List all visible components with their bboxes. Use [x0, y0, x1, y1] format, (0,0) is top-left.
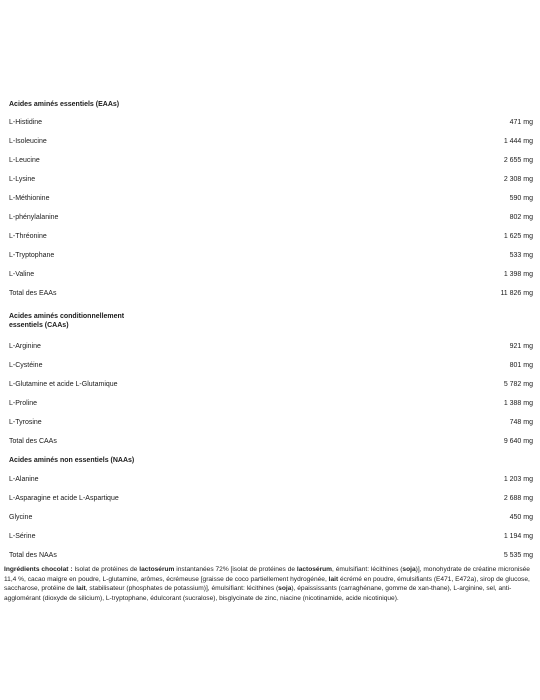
- total-value: 9 640 mg: [503, 438, 533, 445]
- ingredient-allergen: lactosérum: [139, 566, 175, 573]
- table-row: [9, 470, 534, 489]
- amino-name: L-Leucine: [9, 157, 40, 164]
- amino-name: L-Asparagine et acide L-Aspartique: [9, 495, 119, 502]
- table-row: [9, 227, 534, 246]
- amino-value: 801 mg: [509, 362, 533, 369]
- amino-name: Glycine: [9, 514, 33, 521]
- table-row: [9, 337, 534, 356]
- table-row: [9, 527, 534, 546]
- total-value: 5 535 mg: [503, 552, 533, 559]
- section-header-eaas: [9, 96, 534, 113]
- table-row: [9, 170, 534, 189]
- ingredient-allergen: soja: [402, 566, 416, 573]
- table-row: [9, 132, 534, 151]
- table-row: [9, 246, 534, 265]
- section-header-caas: [9, 303, 534, 337]
- amino-name: L-Sérine: [9, 533, 36, 540]
- ingredients-paragraph: [4, 565, 534, 603]
- total-label: Total des CAAs: [9, 438, 57, 445]
- amino-name: L-Alanine: [9, 476, 39, 483]
- ingredient-segment: écrémé en poudre, émulsifiants (E471, E472a), sirop de glucose, saccharose, protéine de: [4, 575, 530, 592]
- section-title-line2: essentiels (CAAs): [9, 322, 69, 329]
- amino-value: 533 mg: [509, 252, 533, 259]
- table-row: [9, 413, 534, 432]
- table-row: [9, 113, 534, 132]
- ingredient-allergen: lactosérum: [296, 566, 333, 573]
- amino-name: L-Arginine: [9, 343, 41, 350]
- ingredient-allergen: soja: [278, 585, 292, 592]
- amino-value: 921 mg: [509, 343, 533, 350]
- ingredient-segment: Ingrédients chocolat :: [4, 566, 73, 573]
- table-row: [9, 508, 534, 527]
- section-header-naas: [9, 451, 534, 470]
- amino-name: L-phénylalanine: [9, 214, 59, 221]
- ingredient-segment: ), épaississants (carraghénane, gomme de xan-thane), L-arginine, sel, anti-agglomérant (dioxyde de silicium), L-tryptophane, édulcorant (sucralose), bisglycinate de zinc, niacine (nicotinamide, acide nicotinique).: [4, 585, 512, 602]
- ingredient-allergen: lait: [328, 575, 339, 583]
- amino-value: 590 mg: [509, 195, 533, 202]
- amino-name: L-Proline: [9, 400, 38, 407]
- total-row: [9, 284, 534, 303]
- ingredient-segment: , stabilisateur (phosphates de potassium)], émulsifiant: lécithines (: [85, 585, 279, 592]
- ingredient-segment: , émulsifiant: lécithines (: [332, 566, 403, 573]
- amino-value: 748 mg: [509, 419, 533, 426]
- amino-value: 1 194 mg: [503, 533, 533, 540]
- amino-value: 1 203 mg: [503, 476, 533, 483]
- amino-acid-table: [9, 96, 534, 565]
- amino-name: L-Lysine: [9, 176, 36, 183]
- amino-value: 1 625 mg: [503, 233, 533, 240]
- total-value: 11 826 mg: [500, 290, 533, 297]
- ingredient-segment: )], monohydrate de créatine micronisée 11,4 %, cacao maigre en poudre, L-glutamine, arômes, écrémeuse [graisse de coco partiellement hydrogénée,: [4, 566, 530, 583]
- total-row: [9, 546, 534, 565]
- table-row: [9, 189, 534, 208]
- amino-value: 450 mg: [509, 514, 533, 521]
- amino-name: L-Isoleucine: [9, 138, 47, 145]
- amino-value: 1 398 mg: [503, 271, 533, 278]
- table-row: [9, 151, 534, 170]
- amino-value: 5 782 mg: [503, 381, 533, 388]
- total-label: Total des EAAs: [9, 290, 57, 297]
- amino-name: L-Thréonine: [9, 233, 47, 240]
- amino-value: 802 mg: [509, 214, 533, 221]
- amino-name: L-Glutamine et acide L-Glutamique: [9, 381, 118, 388]
- table-row: [9, 489, 534, 508]
- table-row: [9, 375, 534, 394]
- amino-value: 2 688 mg: [503, 495, 533, 502]
- total-row: [9, 432, 534, 451]
- amino-name: L-Valine: [9, 271, 35, 278]
- amino-name: L-Histidine: [9, 119, 43, 126]
- section-title: Acides aminés essentiels (EAAs): [9, 101, 120, 108]
- amino-value: 471 mg: [509, 119, 533, 126]
- table-row: [9, 265, 534, 284]
- amino-value: 2 655 mg: [503, 157, 533, 164]
- amino-value: 1 444 mg: [503, 138, 533, 145]
- amino-value: 2 308 mg: [503, 176, 533, 183]
- amino-name: L-Tryptophane: [9, 252, 55, 259]
- table-row: [9, 356, 534, 375]
- amino-name: L-Tyrosine: [9, 419, 42, 426]
- total-label: Total des NAAs: [9, 552, 57, 559]
- ingredient-segment: Isolat de protéines de: [72, 566, 140, 573]
- table-row: [9, 208, 534, 227]
- ingredient-allergen: lait: [76, 585, 86, 592]
- amino-name: L-Méthionine: [9, 195, 50, 202]
- amino-name: L-Cystéine: [9, 362, 43, 369]
- amino-value: 1 388 mg: [503, 400, 533, 407]
- section-title-line1: Acides aminés conditionnellement: [9, 313, 125, 320]
- ingredient-segment: instantanées 72% [isolat de protéines de: [174, 566, 297, 573]
- section-title: Acides aminés non essentiels (NAAs): [9, 457, 135, 464]
- table-row: [9, 394, 534, 413]
